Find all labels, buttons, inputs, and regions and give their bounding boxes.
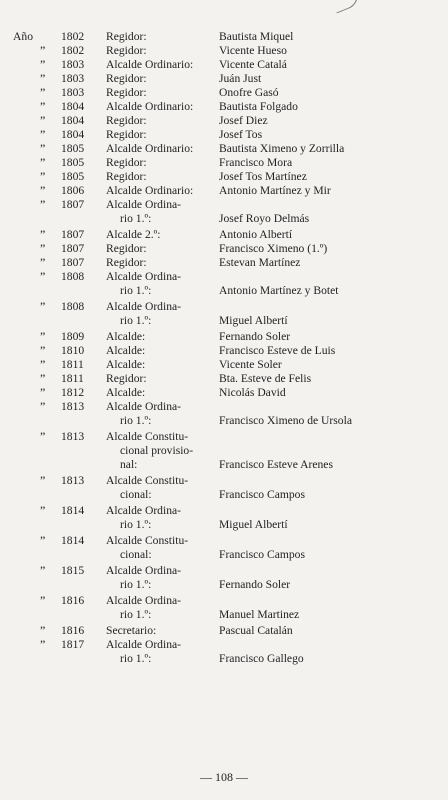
table-row bbox=[30, 430, 430, 472]
row-year: 1814 bbox=[61, 534, 85, 547]
row-name: Onofre Gasó bbox=[219, 86, 279, 99]
row-cargo bbox=[106, 386, 222, 400]
table-row bbox=[30, 170, 430, 184]
cargo-line: Regidor: bbox=[106, 256, 147, 269]
row-name: Bautista Folgado bbox=[219, 100, 298, 113]
ditto-mark: ” bbox=[40, 113, 46, 127]
cargo-line: Alcalde Ordina- bbox=[106, 400, 182, 413]
row-name: Bautista Miquel bbox=[219, 30, 294, 43]
table-row bbox=[30, 400, 430, 428]
row-cargo bbox=[106, 358, 222, 372]
cargo-line: Alcalde Ordinario: bbox=[106, 184, 194, 197]
cargo-line: rio 1.º: bbox=[120, 652, 152, 665]
table-row bbox=[30, 184, 430, 198]
ditto-mark: ” bbox=[40, 371, 46, 385]
cargo-line: rio 1.º: bbox=[120, 518, 152, 531]
table-row bbox=[30, 344, 430, 358]
ditto-mark: ” bbox=[40, 357, 46, 371]
row-name: Vicente Hueso bbox=[219, 44, 287, 57]
table-row bbox=[30, 504, 430, 532]
row-year: 1811 bbox=[61, 358, 84, 371]
table-row bbox=[30, 330, 430, 344]
row-name: Fernando Soler bbox=[219, 330, 291, 343]
row-year: 1808 bbox=[61, 270, 85, 283]
cargo-line: Regidor: bbox=[106, 44, 147, 57]
row-cargo bbox=[106, 128, 222, 142]
table-row bbox=[30, 198, 430, 226]
table-row bbox=[30, 594, 430, 622]
cargo-line: rio 1.º: bbox=[120, 284, 152, 297]
table-row bbox=[30, 256, 430, 270]
table-row bbox=[30, 156, 430, 170]
row-name: Francisco Ximeno (1.º) bbox=[219, 242, 328, 255]
cargo-line: rio 1.º: bbox=[120, 608, 152, 621]
row-name: Francisco Campos bbox=[219, 488, 305, 501]
row-year: 1807 bbox=[61, 198, 85, 211]
row-cargo bbox=[106, 58, 222, 72]
cargo-line: Alcalde 2.º: bbox=[106, 228, 161, 241]
row-cargo bbox=[106, 300, 222, 328]
row-cargo bbox=[106, 344, 222, 358]
ditto-mark: ” bbox=[40, 241, 46, 255]
row-name: Josef Royo Delmás bbox=[219, 212, 310, 225]
row-name: Josef Tos bbox=[219, 128, 263, 141]
cargo-line: Alcalde Ordina- bbox=[106, 504, 182, 517]
ditto-mark: ” bbox=[40, 299, 46, 313]
ditto-mark: ” bbox=[40, 197, 46, 211]
ditto-mark: ” bbox=[40, 155, 46, 169]
row-cargo bbox=[106, 400, 222, 428]
table-row bbox=[30, 270, 430, 298]
cargo-line: Alcalde Constitu- bbox=[106, 430, 189, 443]
row-cargo bbox=[106, 330, 222, 344]
table-row bbox=[30, 58, 430, 72]
row-cargo bbox=[106, 86, 222, 100]
ditto-mark: ” bbox=[40, 183, 46, 197]
ditto-mark: ” bbox=[40, 57, 46, 71]
table-row bbox=[30, 72, 430, 86]
row-cargo bbox=[106, 564, 222, 592]
cargo-line: Regidor: bbox=[106, 242, 147, 255]
row-name: Francisco Esteve de Luis bbox=[219, 344, 336, 357]
cargo-line: Regidor: bbox=[106, 170, 147, 183]
row-cargo bbox=[106, 372, 222, 386]
row-cargo bbox=[106, 256, 222, 270]
cargo-line: cional: bbox=[120, 548, 152, 561]
row-name: Antonio Martínez y Mir bbox=[219, 184, 331, 197]
row-year: 1808 bbox=[61, 300, 85, 313]
ditto-mark: ” bbox=[40, 127, 46, 141]
ditto-mark: ” bbox=[40, 43, 46, 57]
ditto-mark: ” bbox=[40, 533, 46, 547]
ditto-mark: ” bbox=[40, 385, 46, 399]
cargo-line: Regidor: bbox=[106, 30, 147, 43]
row-cargo bbox=[106, 184, 222, 198]
row-name: Fernando Soler bbox=[219, 578, 291, 591]
row-cargo bbox=[106, 114, 222, 128]
row-cargo bbox=[106, 474, 222, 502]
row-year: 1805 bbox=[61, 156, 85, 169]
page-number: — 108 — bbox=[200, 770, 248, 784]
row-cargo bbox=[106, 594, 222, 622]
row-year: 1811 bbox=[61, 372, 84, 385]
row-year: 1816 bbox=[61, 594, 85, 607]
cargo-line: rio 1.º: bbox=[120, 314, 152, 327]
row-year: 1804 bbox=[61, 128, 85, 141]
table-row bbox=[30, 300, 430, 328]
row-year: 1813 bbox=[61, 474, 85, 487]
cargo-line: Alcalde Constitu- bbox=[106, 534, 189, 547]
ditto-mark: ” bbox=[40, 473, 46, 487]
cargo-line: Alcalde: bbox=[106, 344, 146, 357]
table-row bbox=[30, 114, 430, 128]
table-row bbox=[30, 128, 430, 142]
row-year: 1817 bbox=[61, 638, 85, 651]
cargo-line: Alcalde Ordina- bbox=[106, 300, 182, 313]
row-year: 1802 bbox=[61, 30, 85, 43]
table-row bbox=[30, 474, 430, 502]
page-corner-mark bbox=[331, 0, 362, 14]
row-name: Bautista Ximeno y Zorrilla bbox=[219, 142, 345, 155]
table-row bbox=[30, 142, 430, 156]
row-name: Bta. Esteve de Felis bbox=[219, 372, 312, 385]
row-year: 1814 bbox=[61, 504, 85, 517]
row-name: Antonio Martínez y Botet bbox=[219, 284, 339, 297]
row-year: 1803 bbox=[61, 86, 85, 99]
row-cargo bbox=[106, 30, 222, 44]
ditto-mark: ” bbox=[40, 169, 46, 183]
row-name: Estevan Martínez bbox=[219, 256, 301, 269]
cargo-line: Alcalde Ordinario: bbox=[106, 58, 194, 71]
row-cargo bbox=[106, 430, 222, 472]
row-name: Antonio Albertí bbox=[219, 228, 293, 241]
ditto-mark: ” bbox=[40, 255, 46, 269]
cargo-line: cional: bbox=[120, 488, 152, 501]
cargo-line: Alcalde Ordina- bbox=[106, 638, 182, 651]
table-row bbox=[30, 372, 430, 386]
cargo-line: Secretario: bbox=[106, 624, 157, 637]
table-row bbox=[30, 100, 430, 114]
row-year: 1815 bbox=[61, 564, 85, 577]
row-name: Vicente Soler bbox=[219, 358, 282, 371]
ditto-mark: ” bbox=[40, 227, 46, 241]
ditto-mark: ” bbox=[40, 637, 46, 651]
table-row bbox=[13, 30, 430, 44]
row-name: Francisco Esteve Arenes bbox=[219, 458, 333, 471]
cargo-line: rio 1.º: bbox=[120, 414, 152, 427]
cargo-line: Alcalde: bbox=[106, 386, 146, 399]
table-row bbox=[30, 44, 430, 58]
ditto-mark: ” bbox=[40, 85, 46, 99]
cargo-line: cional provisio- bbox=[120, 444, 194, 457]
row-year: 1805 bbox=[61, 142, 85, 155]
row-year: 1804 bbox=[61, 114, 85, 127]
ditto-mark: ” bbox=[40, 399, 46, 413]
row-year: 1813 bbox=[61, 400, 85, 413]
cargo-line: Alcalde Ordina- bbox=[106, 564, 182, 577]
row-name: Francisco Ximeno de Ursola bbox=[219, 414, 352, 427]
row-year: 1806 bbox=[61, 184, 85, 197]
row-name: Francisco Gallego bbox=[219, 652, 304, 665]
table-row bbox=[30, 86, 430, 100]
row-name: Nicolás David bbox=[219, 386, 286, 399]
cargo-line: Alcalde: bbox=[106, 358, 146, 371]
cargo-line: Alcalde: bbox=[106, 330, 146, 343]
row-year: 1803 bbox=[61, 72, 85, 85]
row-year: 1816 bbox=[61, 624, 85, 637]
table-row bbox=[30, 564, 430, 592]
row-cargo bbox=[106, 100, 222, 114]
row-name: Manuel Martinez bbox=[219, 608, 300, 621]
row-name: Miguel Albertí bbox=[219, 314, 288, 327]
cargo-line: Alcalde Ordina- bbox=[106, 198, 182, 211]
cargo-line: rio 1.º: bbox=[120, 578, 152, 591]
ditto-mark: ” bbox=[40, 71, 46, 85]
row-cargo bbox=[106, 198, 222, 226]
row-year: 1809 bbox=[61, 330, 85, 343]
row-name: Josef Tos Martínez bbox=[219, 170, 307, 183]
cargo-line: rio 1.º: bbox=[120, 212, 152, 225]
cargo-line: Alcalde Ordina- bbox=[106, 270, 182, 283]
ditto-mark: ” bbox=[40, 503, 46, 517]
row-cargo bbox=[106, 624, 222, 638]
cargo-line: Regidor: bbox=[106, 128, 147, 141]
row-cargo bbox=[106, 534, 222, 562]
row-cargo bbox=[106, 142, 222, 156]
ditto-mark: ” bbox=[40, 429, 46, 443]
row-cargo bbox=[106, 638, 222, 666]
cargo-line: Alcalde Ordinario: bbox=[106, 142, 194, 155]
ditto-mark: ” bbox=[40, 99, 46, 113]
row-name: Pascual Catalán bbox=[219, 624, 293, 637]
row-cargo bbox=[106, 504, 222, 532]
row-year: 1812 bbox=[61, 386, 85, 399]
row-cargo bbox=[106, 270, 222, 298]
table-row bbox=[30, 386, 430, 400]
cargo-line: Regidor: bbox=[106, 372, 147, 385]
cargo-line: Regidor: bbox=[106, 156, 147, 169]
row-year: 1802 bbox=[61, 44, 85, 57]
row-name: Josef Diez bbox=[219, 114, 268, 127]
ditto-mark: ” bbox=[40, 623, 46, 637]
cargo-line: Regidor: bbox=[106, 86, 147, 99]
row-year: 1805 bbox=[61, 170, 85, 183]
row-name: Francisco Mora bbox=[219, 156, 293, 169]
row-year: 1807 bbox=[61, 242, 85, 255]
row-cargo bbox=[106, 242, 222, 256]
ano-label: Año bbox=[13, 30, 33, 43]
row-name: Miguel Albertí bbox=[219, 518, 288, 531]
table-row bbox=[30, 638, 430, 666]
row-year: 1804 bbox=[61, 100, 85, 113]
table-row bbox=[30, 534, 430, 562]
row-year: 1803 bbox=[61, 58, 85, 71]
table-row bbox=[30, 358, 430, 372]
row-year: 1807 bbox=[61, 228, 85, 241]
row-year: 1813 bbox=[61, 430, 85, 443]
row-cargo bbox=[106, 44, 222, 58]
cargo-line: nal: bbox=[120, 458, 138, 471]
row-cargo bbox=[106, 156, 222, 170]
table-row bbox=[30, 228, 430, 242]
cargo-line: Regidor: bbox=[106, 114, 147, 127]
ditto-mark: ” bbox=[40, 269, 46, 283]
table-row bbox=[30, 242, 430, 256]
row-cargo bbox=[106, 228, 222, 242]
ditto-mark: ” bbox=[40, 141, 46, 155]
cargo-line: Regidor: bbox=[106, 72, 147, 85]
row-year: 1807 bbox=[61, 256, 85, 269]
row-name: Francisco Campos bbox=[219, 548, 305, 561]
ditto-mark: ” bbox=[40, 563, 46, 577]
ditto-mark: ” bbox=[40, 593, 46, 607]
ditto-mark: ” bbox=[40, 343, 46, 357]
row-cargo bbox=[106, 72, 222, 86]
row-name: Vicente Catalá bbox=[219, 58, 287, 71]
cargo-line: Alcalde Ordina- bbox=[106, 594, 182, 607]
cargo-line: Alcalde Constitu- bbox=[106, 474, 189, 487]
table-row bbox=[30, 624, 430, 638]
cargo-line: Alcalde Ordinario: bbox=[106, 100, 194, 113]
row-year: 1810 bbox=[61, 344, 85, 357]
ditto-mark: ” bbox=[40, 329, 46, 343]
row-name: Juán Just bbox=[219, 72, 262, 85]
row-cargo bbox=[106, 170, 222, 184]
